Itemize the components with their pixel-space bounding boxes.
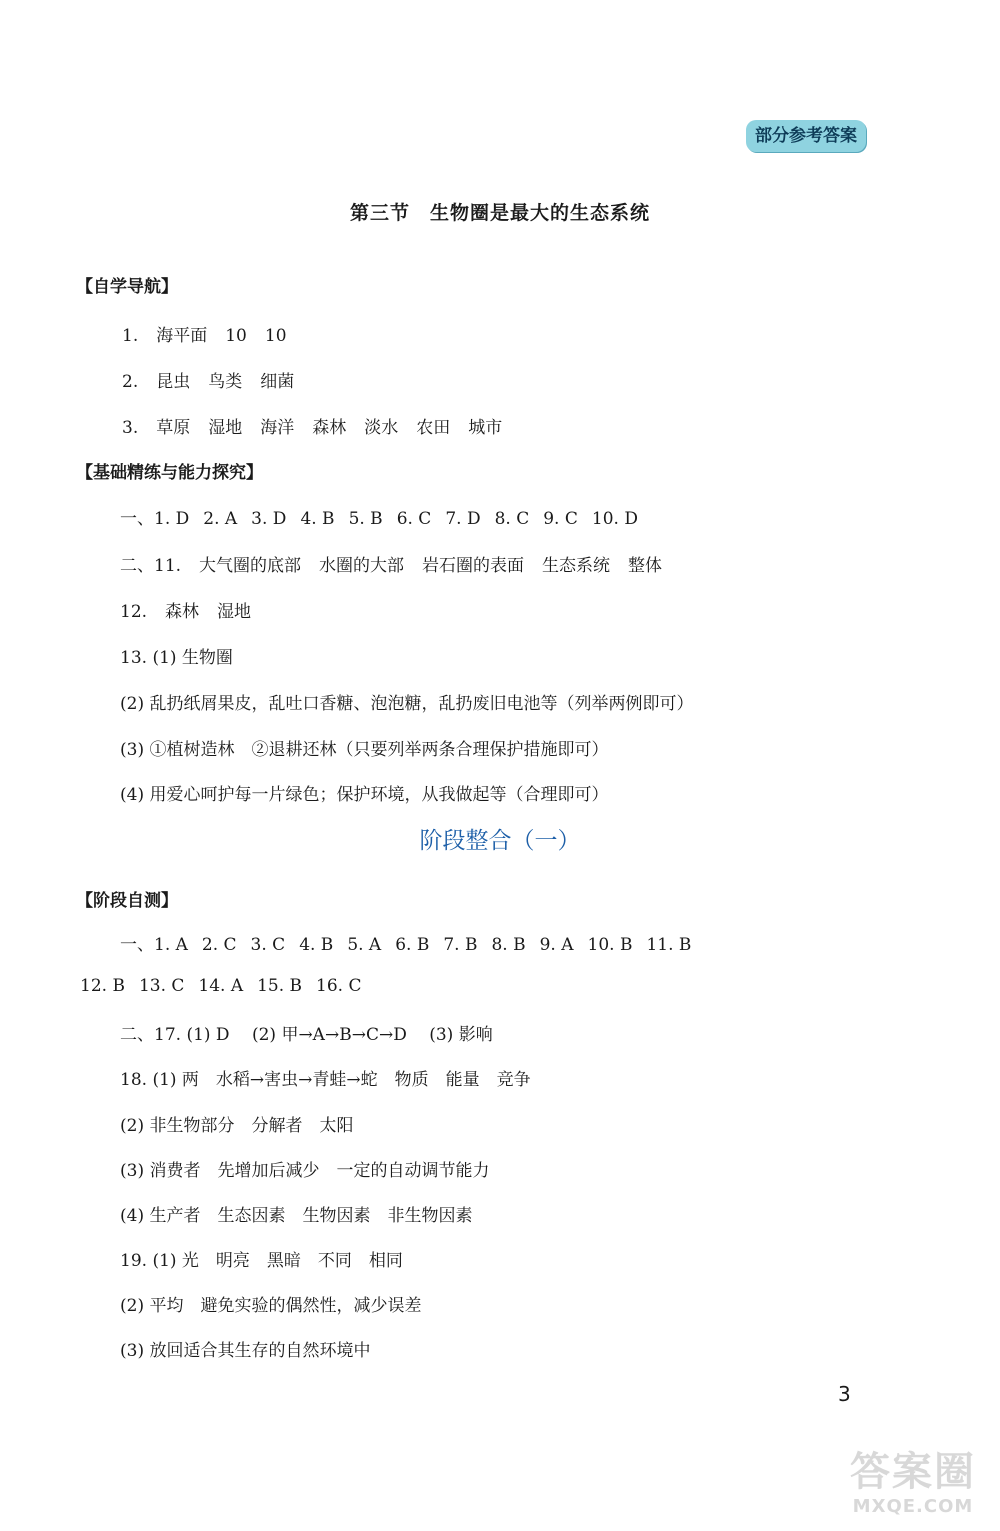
mc-answer: 8. B (491, 935, 526, 955)
mc-answer: 5. A (347, 935, 382, 955)
answer: 生态系统 (542, 556, 611, 576)
zixue-item-1 (122, 321, 305, 346)
jichu-q13-1: 13. (1) 生物圈 (120, 648, 233, 668)
jieduan-q17: 二、17. (1) D (2) 甲→A→B→C→D (3) 影响 (120, 1025, 493, 1045)
answer: 鸟类 (208, 372, 243, 392)
answer-badge: 部分参考答案 (746, 120, 866, 152)
section-name: 生物圈是最大的生态系统 (430, 202, 651, 224)
mc-answer: 4. B (299, 935, 334, 955)
part-prefix: 一、 (120, 509, 154, 529)
mc-answer: 15. B (257, 976, 303, 996)
answer: 森林 (312, 418, 347, 438)
stage-title: 阶段整合（一） (419, 828, 581, 854)
mc-answer: 6. C (396, 509, 432, 529)
heading-jichu: 【基础精练与能力探究】 (76, 463, 263, 483)
answer: 农田 (416, 418, 451, 438)
watermark-text: 答案圈 (850, 1449, 976, 1495)
answer: 10 (225, 326, 247, 346)
zixue-item-3 (122, 413, 520, 438)
jieduan-q18-1: 18. (1) 两 水稻→害虫→青蛙→蛇 物质 能量 竞争 (120, 1070, 531, 1090)
jichu-q13-3: (3) ①植树造林 ②退耕还林（只要列举两条合理保护措施即可） (120, 740, 609, 760)
jichu-q13-4: (4) 用爱心呵护每一片绿色；保护环境，从我做起等（合理即可） (120, 785, 609, 805)
mc-answer: 7. D (445, 509, 481, 529)
item-number: 1. (122, 326, 139, 346)
answer: 整体 (628, 556, 663, 576)
mc-answer: 8. C (494, 509, 530, 529)
mc-answer: 3. D (251, 509, 287, 529)
jichu-q13-2: (2) 乱扔纸屑果皮，乱吐口香糖、泡泡糖，乱扔废旧电池等（列举两例即可） (120, 694, 694, 714)
item-number: 12. (120, 602, 148, 622)
jichu-mc-row (120, 504, 652, 529)
jieduan-q19-1: 19. (1) 光 明亮 黑暗 不同 相同 (120, 1251, 403, 1271)
mc-answer: 10. D (591, 509, 638, 529)
item-number: 2. (122, 372, 139, 392)
item-number: 二、11. (120, 556, 182, 576)
mc-answer: 1. D (154, 509, 190, 529)
heading-jieduan: 【阶段自测】 (76, 891, 178, 911)
answer: 昆虫 (156, 372, 191, 392)
watermark-url: MXQE.COM (852, 1496, 974, 1517)
jieduan-mc-row-2 (80, 976, 376, 996)
jichu-q11 (120, 551, 680, 576)
mc-answer: 10. B (587, 935, 633, 955)
mc-answer: 4. B (300, 509, 335, 529)
answer: 森林 (165, 602, 200, 622)
answer: 大气圈的底部 (199, 556, 302, 576)
jieduan-q18-2: (2) 非生物部分 分解者 太阳 (120, 1116, 354, 1136)
jieduan-q19-3: (3) 放回适合其生存的自然环境中 (120, 1341, 371, 1361)
zixue-item-2 (122, 367, 312, 392)
answer: 湿地 (217, 602, 252, 622)
page-number: 3 (838, 1382, 851, 1406)
mc-answer: 1. A (154, 935, 188, 955)
answer: 海平面 (156, 326, 208, 346)
jieduan-mc-row-1 (120, 930, 705, 955)
mc-answer: 2. A (203, 509, 238, 529)
jieduan-q19-2: (2) 平均 避免实验的偶然性，减少误差 (120, 1296, 422, 1316)
mc-answer: 13. C (138, 976, 185, 996)
mc-answer: 14. A (198, 976, 244, 996)
jieduan-q18-4: (4) 生产者 生态因素 生物因素 非生物因素 (120, 1206, 473, 1226)
mc-answer: 6. B (395, 935, 430, 955)
mc-answer: 9. A (539, 935, 574, 955)
answer: 淡水 (364, 418, 399, 438)
mc-answer: 5. B (348, 509, 383, 529)
section-number: 第三节 (349, 202, 410, 224)
answer: 10 (264, 326, 287, 346)
mc-answer: 12. B (80, 976, 125, 996)
jieduan-q18-3: (3) 消费者 先增加后减少 一定的自动调节能力 (120, 1161, 490, 1181)
heading-zixue: 【自学导航】 (76, 277, 178, 297)
mc-answer: 2. C (201, 935, 237, 955)
jichu-q12 (120, 597, 269, 622)
part-prefix: 一、 (120, 935, 154, 955)
answer: 海洋 (260, 418, 295, 438)
section-title (0, 198, 1000, 225)
mc-answer: 7. B (443, 935, 478, 955)
mc-answer: 9. C (543, 509, 578, 529)
item-number: 3. (122, 418, 139, 438)
answer: 水圈的大部 (319, 556, 405, 576)
mc-answer: 16. C (316, 976, 362, 996)
mc-answer: 11. B (646, 935, 692, 955)
answer: 草原 (156, 418, 191, 438)
mc-answer: 3. C (250, 935, 286, 955)
answer: 城市 (468, 418, 503, 438)
answer: 湿地 (208, 418, 243, 438)
answer: 岩石圈的表面 (422, 556, 525, 576)
watermark-logo (838, 1448, 988, 1528)
answer: 细菌 (260, 372, 295, 392)
